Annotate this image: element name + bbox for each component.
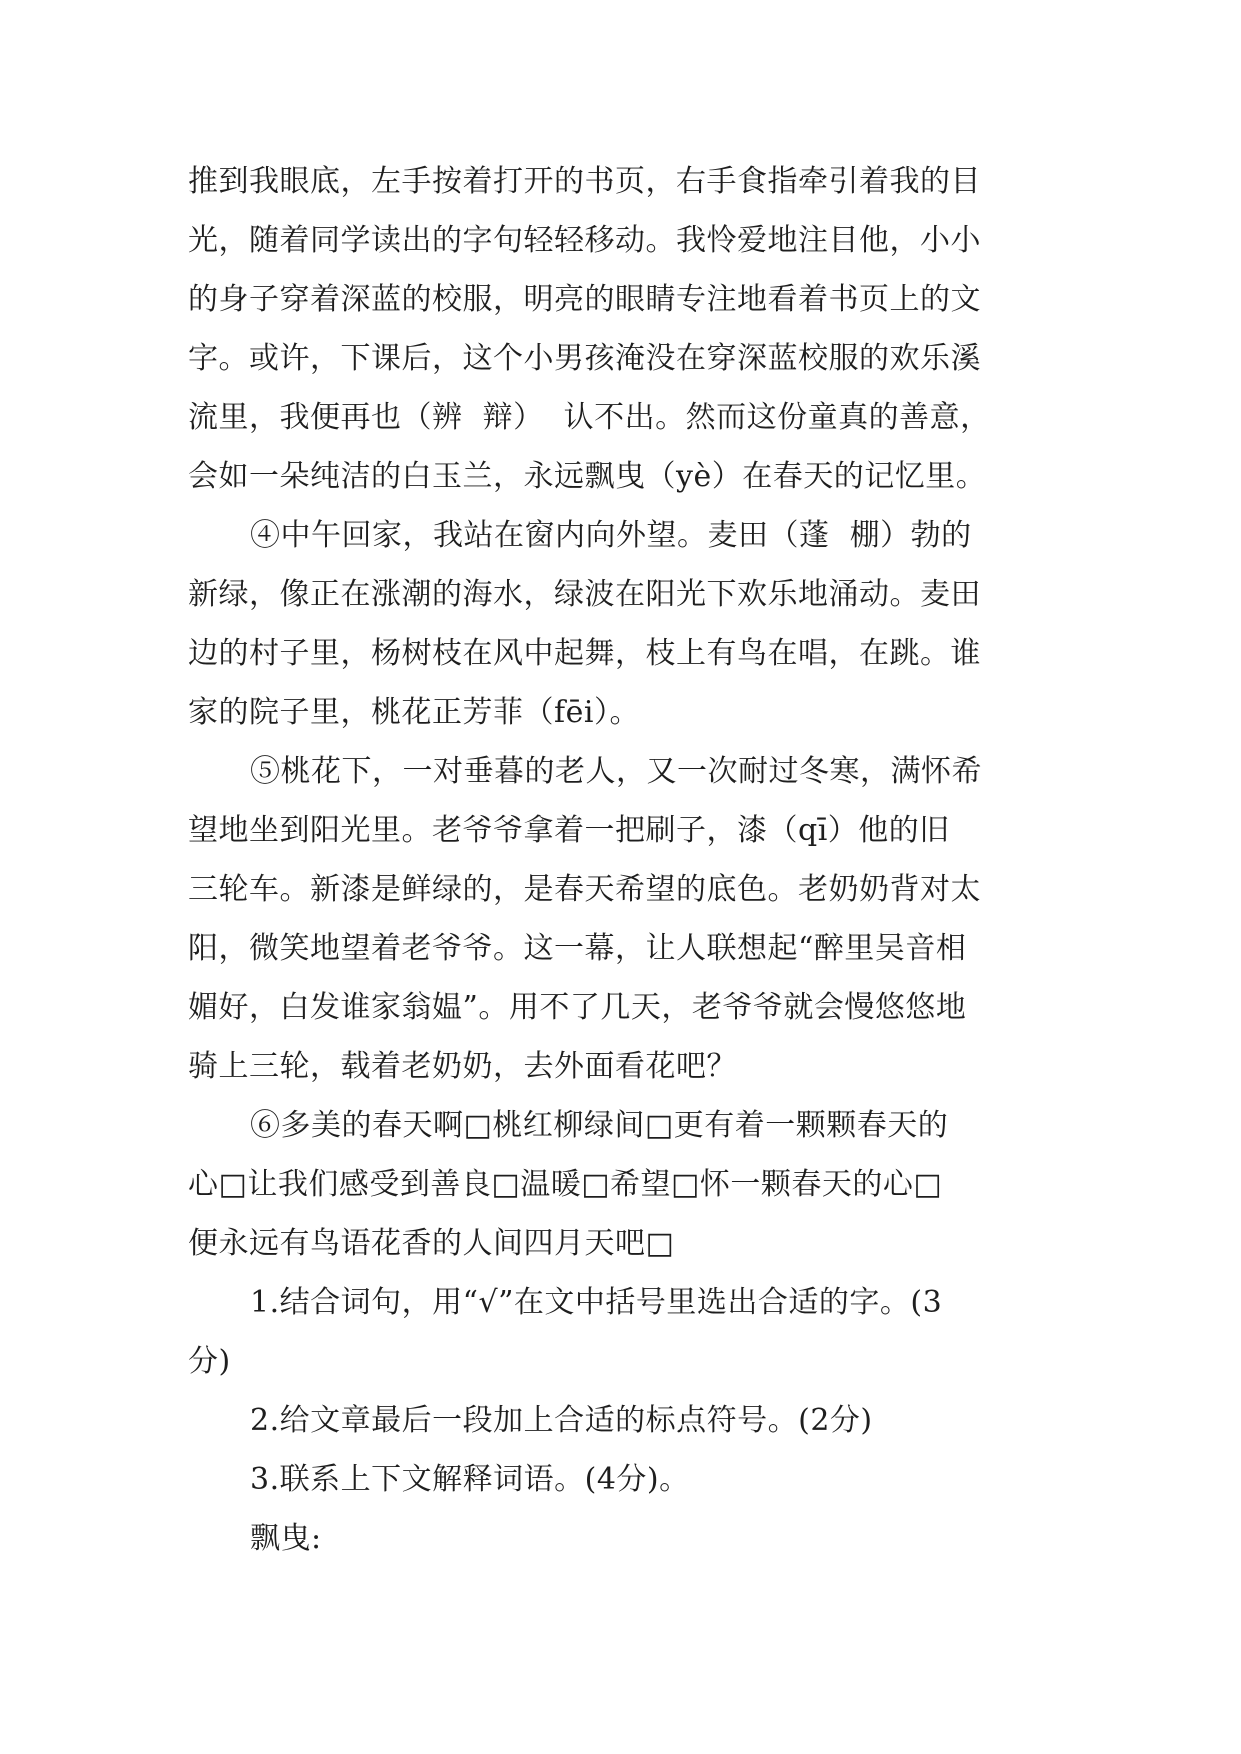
passage-line: 边的村子里，杨树枝在风中起舞，枝上有鸟在唱，在跳。谁 [188, 636, 981, 671]
paragraph-4-start: ④中午回家，我站在窗内向外望。麦田（蓬 棚）勃的 [250, 518, 972, 553]
passage-line: 阳，微笑地望着老爷爷。这一幕，让人联想起“醉里吴音相 [188, 931, 967, 966]
passage-line: 家的院子里，桃花正芳菲（fēi）。 [188, 695, 640, 730]
passage-line: 心□让我们感受到善良□温暖□希望□怀一颗春天的心□ [188, 1167, 943, 1202]
passage-line: 字。或许，下课后，这个小男孩淹没在穿深蓝校服的欢乐溪 [188, 341, 981, 376]
passage-line: 会如一朵纯洁的白玉兰，永远飘曳（yè）在春天的记忆里。 [188, 459, 987, 494]
passage-line: 新绿，像正在涨潮的海水，绿波在阳光下欢乐地涌动。麦田 [188, 577, 981, 612]
passage-line: 光，随着同学读出的字句轻轻移动。我怜爱地注目他，小小 [188, 223, 981, 258]
document-page [188, 152, 1060, 1568]
question-1: 1.结合词句，用“√”在文中括号里选出合适的字。(3 [250, 1285, 943, 1320]
question-3: 3.联系上下文解释词语。(4分)。 [250, 1462, 690, 1497]
question-2: 2.给文章最后一段加上合适的标点符号。(2分) [250, 1403, 873, 1438]
question-1-continued: 分) [188, 1344, 231, 1379]
passage-line: 骑上三轮，载着老奶奶，去外面看花吧？ [188, 1049, 737, 1084]
passage-line: 便永远有鸟语花香的人间四月天吧□ [188, 1226, 675, 1261]
passage-line: 媚好，白发谁家翁媪”。用不了几天，老爷爷就会慢悠悠地 [188, 990, 967, 1025]
term-label: 飘曳: [250, 1521, 322, 1556]
paragraph-6-start: ⑥多美的春天啊□桃红柳绿间□更有着一颗颗春天的 [250, 1108, 949, 1143]
passage-line: 推到我眼底，左手按着打开的书页，右手食指牵引着我的目 [188, 164, 981, 199]
passage-line: 三轮车。新漆是鲜绿的，是春天希望的底色。老奶奶背对太 [188, 872, 981, 907]
passage-line: 望地坐到阳光里。老爷爷拿着一把刷子，漆（qī）他的旧 [188, 813, 950, 848]
passage-line: 的身子穿着深蓝的校服，明亮的眼睛专注地看着书页上的文 [188, 282, 981, 317]
passage-line: 流里，我便再也（辨 辩） 认不出。然而这份童真的善意， [188, 400, 991, 435]
paragraph-5-start: ⑤桃花下，一对垂暮的老人，又一次耐过冬寒，满怀希 [250, 754, 982, 789]
